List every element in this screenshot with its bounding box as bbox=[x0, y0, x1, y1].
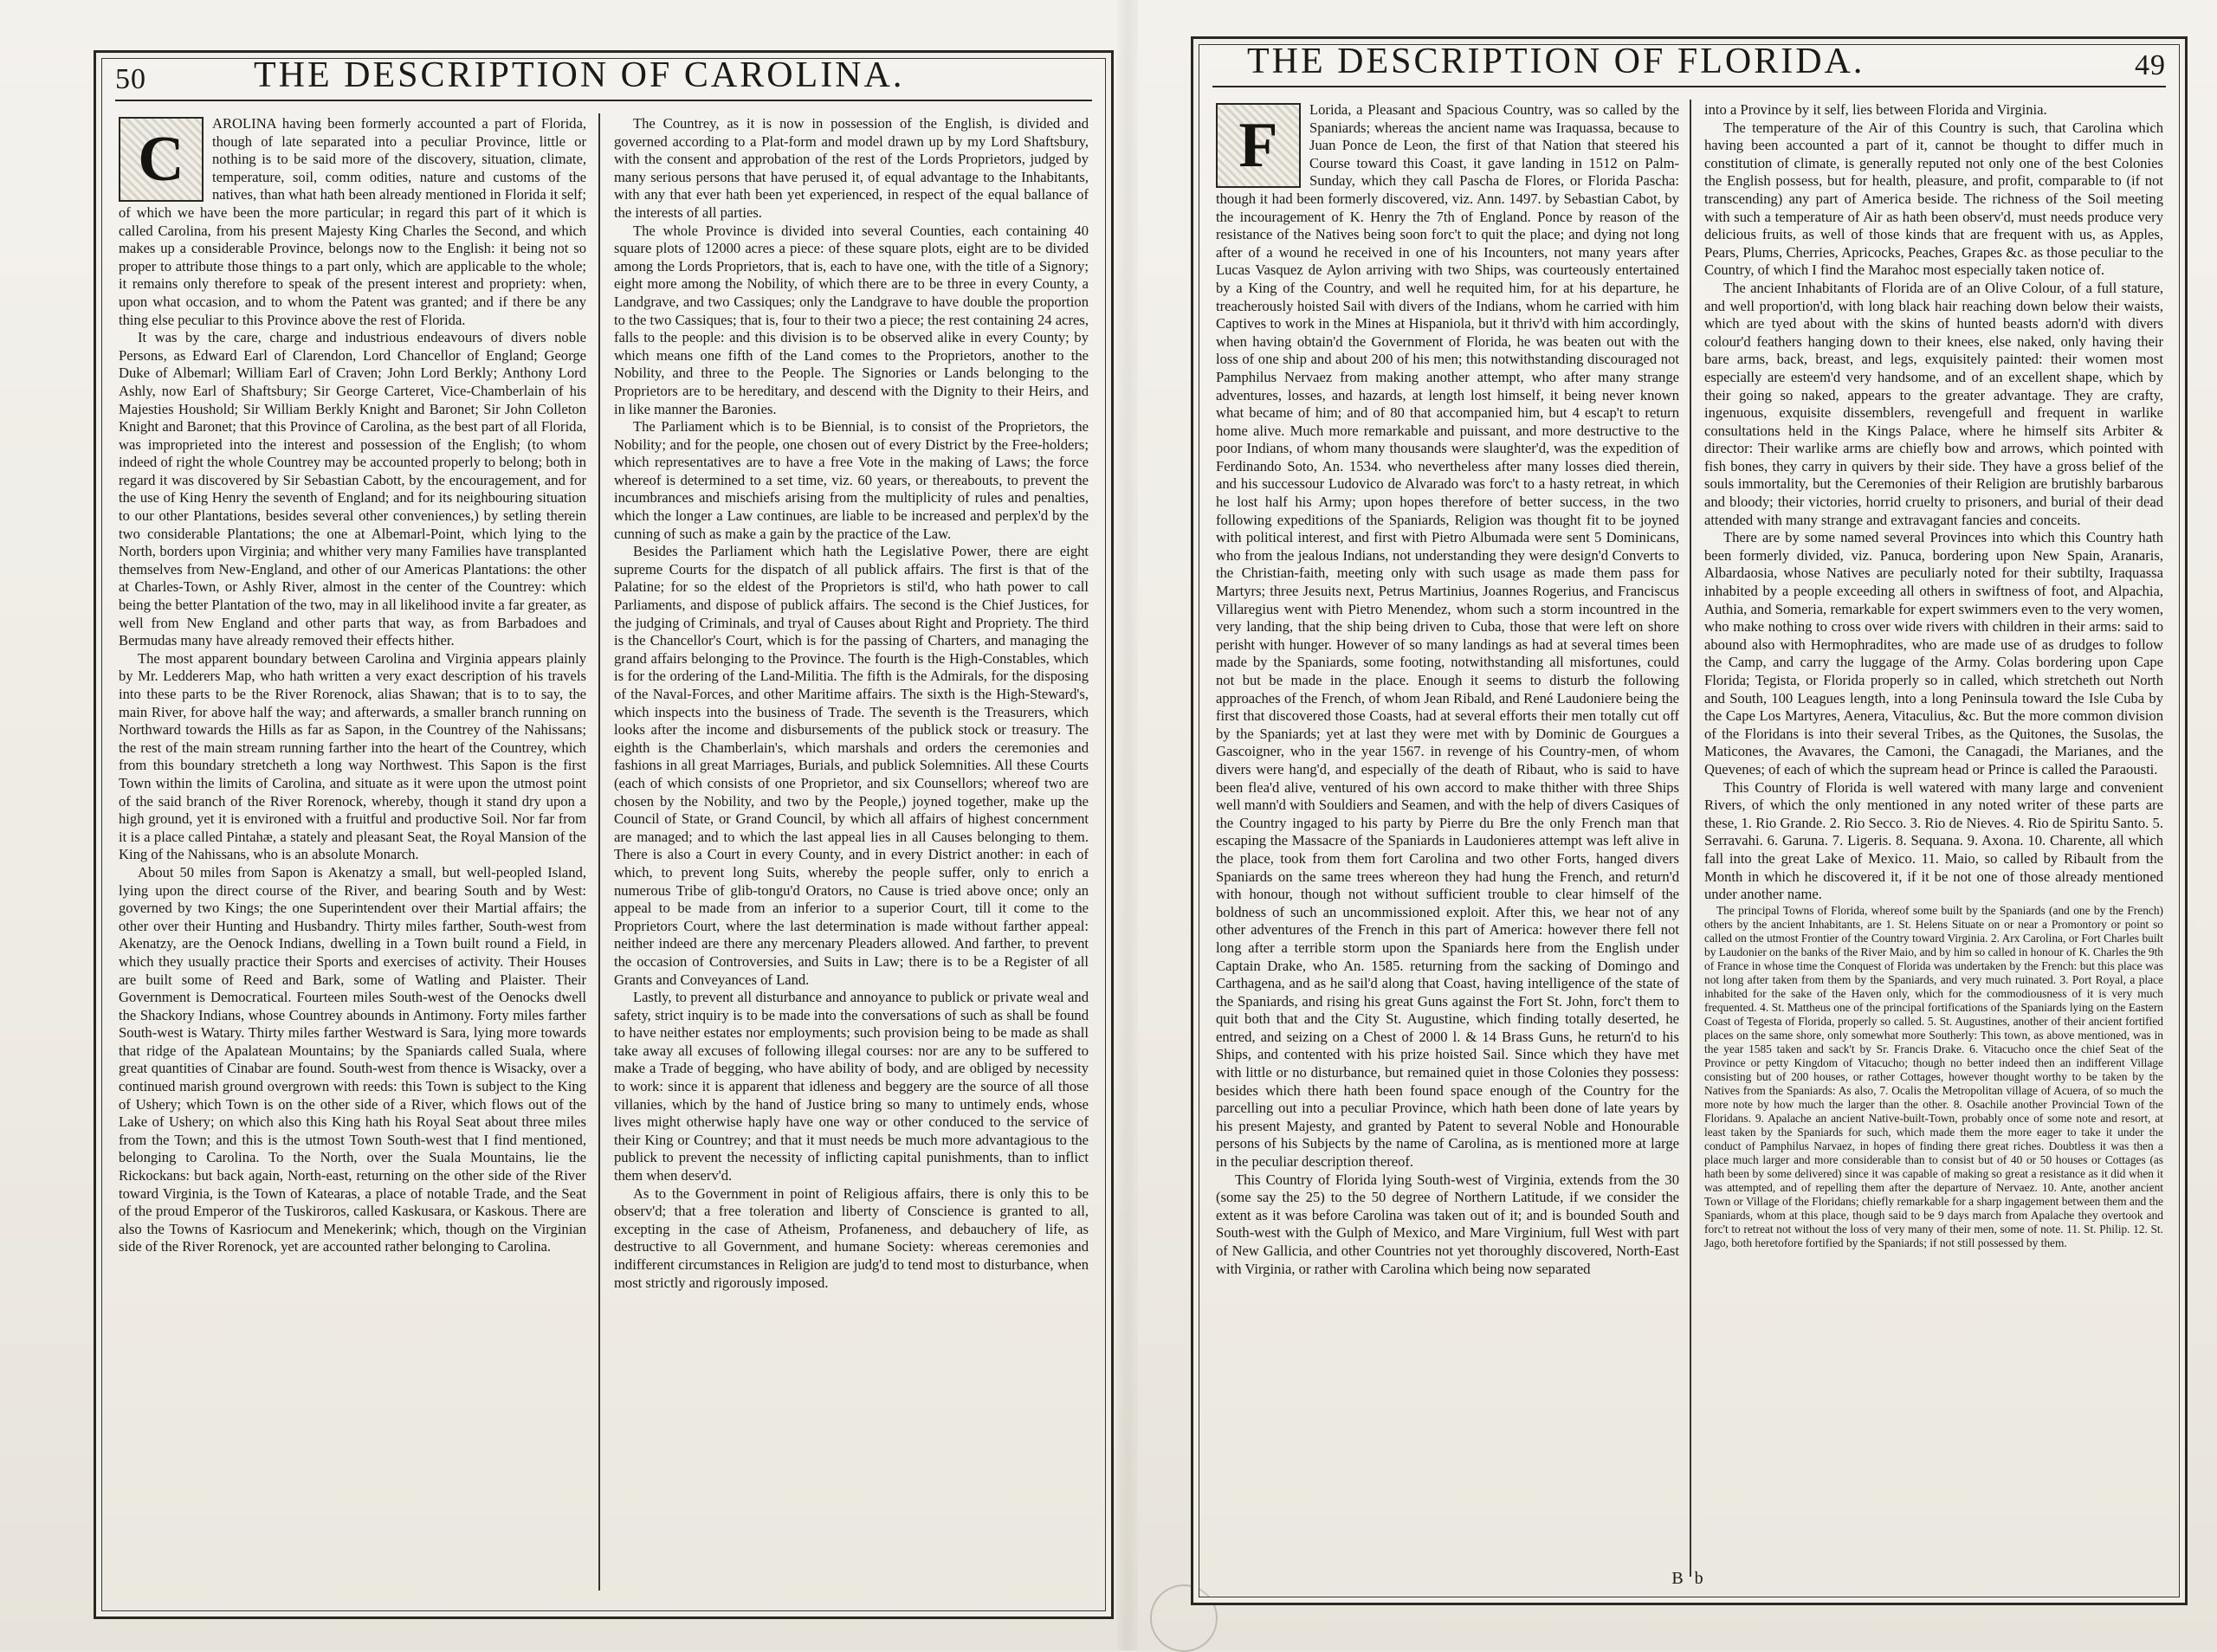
paragraph: The whole Province is divided into several Counties, each containing 40 square plots of 12000 acres a piece: of these square plots, eight are to be divided among the Lords Proprietors, that is, each to have one, with the title of a Signory; eight more among the Nobility, of which there are to be three in every County, a Landgrave, and two Cassiques; only the Landgrave to have double the proportion to the two Cassiques; that is, four to their two a piece; the rest containing 24 acres, falls to the people: and this division is to be observed alike in every County; by which means one fifth of the Land comes to the Proprietors, another to the Nobility, and three to the People. The Signories or Lands belonging to the Proprietors are to be hereditary, and descend with the Dignity to their Heirs, and in like manner the Baronies. bbox=[614, 222, 1089, 417]
paragraph: The most apparent boundary between Carolina and Virginia appears plainly by Mr. Ledderers Map, who hath written a very exact description of his travels into these parts to be the River Rorenock, alias Shawan; that is to to say, the main River, for above half the way; and afterwards, a smaller branch running on Northward towards the Hills as far as Sapon, in the Countrey of the Nahissans; the rest of the main stream running farther into the heart of the Countrey, which from this boundary stretcheth a long way Northwest. This Sapon is the first Town within the limits of Carolina, and situate as it were upon the utmost point of the said branch of the River Rorenock, whereby, though it stand dry upon a high ground, yet it is environed with a fruitful and productive Soil. Nor far from it is a place called Pintahæ, a stately and pleasant Seat, the Royal Mansion of the King of the Nahissans, who is an absolute Monarch. bbox=[119, 649, 586, 863]
column-divider bbox=[1690, 100, 1691, 1577]
paragraph: It was by the care, charge and industrious endeavours of divers noble Persons, as Edward Earl of Clarendon, Lord Chancellor of England; George Duke of Albemarl; William Earl of Craven; John Lord Berkly; Anthony Lord Ashly, now Earl of Shaftsbury; Sir George Carteret, Vice-Chamberlain of his Majesties Houshold; Sir William Berkly Knight and Baronet; Sir John Colleton Knight and Baronet; that this Province of Carolina, as the best part of all Florida, was improprieted into the interest and possession of the English; (to whom indeed of right the whole Countrey may be accounted properly to belong; both in regard it was discovered by Sir Sebastian Cabott, by the encouragement, and for the use of King Henry the seventh of England; and for its neighbouring situation to our other Plantations, besides several other conveniences,) by setling therein two considerable Plantations; the one at Albemarl-Point, which lying to the North, borders upon Virginia; and whither very many Families have transplanted themselves from New-England, and other of our Americas Plantations: the other at Charles-Town, or Ashly River, almost in the center of the Countrey: which being the better Plantation of the two, may in all likelihood invite a far greater, as well from New England and other parts that way, as from Barbadoes and Bermudas many have already removed their effects hither. bbox=[119, 329, 586, 649]
running-head-left bbox=[115, 55, 1092, 101]
page-number: 49 bbox=[2135, 49, 2166, 81]
signature-mark: B b bbox=[1671, 1569, 1707, 1588]
dropcap-initial: C bbox=[119, 117, 204, 202]
page-title: THE DESCRIPTION OF FLORIDA. bbox=[1247, 42, 1865, 81]
text-column-1 bbox=[119, 115, 586, 1573]
dropcap-initial: F bbox=[1216, 103, 1301, 188]
page-title: THE DESCRIPTION OF CAROLINA. bbox=[254, 55, 905, 95]
page-carolina bbox=[94, 50, 1114, 1619]
paragraph: The temperature of the Air of this Country is such, that Carolina which having been accounted a part of it, cannot be thought to differ much in constitution of climate, is generally reputed not only one of the best Colonies the English possess, but for health, pleasure, and profit, comparable to (if not transcending) any part of America beside. The richness of the Soil meeting with such a temperature of Air as hath been observ'd, must needs produce very delicious fruits, as well of those kinds that are frequent with us, as Apples, Pears, Plums, Cherries, Apricocks, Peaches, Grapes &c. as those peculiar to the Country, of which I find the Marahoc most especially taken notice of. bbox=[1704, 119, 2163, 279]
book-gutter bbox=[1117, 0, 1138, 1650]
paragraph: This Country of Florida is well watered with many large and convenient Rivers, of which the only mentioned in any noted writer of these parts are these, 1. Rio Grande. 2. Rio Secco. 3. Rio de Nieves. 4. Rio de Spiritu Santo. 5. Serravahi. 6. Garuna. 7. Ligeris. 8. Sequana. 9. Axona. 10. Charente, all which fall into the great Lake of Mexico. 11. Maio, so called by Ribault from the Month in which he discovered it, if it be not one of those already mentioned under another name. bbox=[1704, 778, 2163, 903]
text-column-1 bbox=[1216, 101, 1679, 1559]
towns-note bbox=[1704, 904, 2163, 1250]
paragraph: The ancient Inhabitants of Florida are of an Olive Colour, of a full stature, and well proportion'd, with long black hair reaching down below their waists, which are tyed about with the skins of hunted beasts adorn'd with divers colour'd feathers hanging down to their knees, else naked, only having their bare arms, back, breast, and legs, exquisitely painted: their women most especially are esteem'd very handsome, and of an excellent shape, which by their going so naked, appears to the greater advantage. They are crafty, ingenuous, exquisite dissemblers, revengefull and frequent in warlike consultations held in the Kings Palace, where he himself sits Arbiter & director: Their warlike arms are chiefly bow and arrows, which pointed with fish bones, they carry in quivers by their side. They have a gross belief of the souls immortality, but the Ceremonies of their Religion are brutishly barbarous and bloody; their victories, horrid cruelty to prisoners, and burial of their dead attended with many strange and extravagant fancies and conceits. bbox=[1704, 279, 2163, 528]
running-head-right bbox=[1212, 42, 2166, 87]
paragraph: into a Province by it self, lies between Florida and Virginia. bbox=[1704, 101, 2047, 118]
page-florida bbox=[1191, 36, 2188, 1605]
page-number: 50 bbox=[115, 63, 146, 95]
paragraph: F Lorida, a Pleasant and Spacious Country, was so called by the Spaniards; whereas the ancient name was Iraquassa, because to Juan Ponce de Leon, the first of that Nation that steered his Course toward this Coast, it gave landing in 1512 on Palm-Sunday, which they call Pascha de Flores, or Florida Pascha: though it had been formerly discovered, viz. Ann. 1497. by Sebastian Cabot, by the incouragement of K. Henry the 7th of England. Ponce by reason of the resistance of the Natives being soon forc't to quit the place; and dying not long after of a wound he received in one of his Incounters, not many years after Lucas Vasquez de Aylon arriving with two Ships, was courteously entertained by a King of the Country, and well he requited him, for at his departure, he treacherously hoisted Sail with divers of the Indians, whom he carried with him Captives to work in the Mines at Hispaniola, but it thriv'd with him accordingly, when having obtain'd the Government of Florida, he was beaten out with the loss of one ship and about 200 of his men; this notwithstanding discouraged not Pamphilus Nervaez from making another attempt, who after many strange adventures, losses, and hazards, at length lost himself, it being never known what became of him; and of 80 that accompanied him, but 4 escap't to return home alive. Much more remarkable and puissant, and more destructive to the poor Indians, of whom many thousands were slaughter'd, was the expedition of Ferdinando Soto, An. 1534. who nevertheless after many losses died therein, and his successour Ludovico de Alvarado was forc't to a hasty retreat, in which he lost half his Army; upon hopes therefore of better success, in the two following expeditions of the Spaniards, Religion was thought fit to be joyned with political interest, and first with Pietro Albumada were sent 5 Dominicans, who from the jealous Indians, not understanding they were design'd Converts to the Christian-faith, meeting only with such usage as made them pass for Martyrs; three Jesuits next, Petrus Martinius, Joannes Rogerius, and Franciscus Villaregius went with Pietro Menendez, whom such a storm incountred in the very landing, that the ship being driven to Cuba, those that were left on shore perisht with hunger. However of so many landings as had at several times been made by the Spaniards, some footing, notwithstanding all misfortunes, could not but be made in the place. Enough it seems to disturb the following approaches of the French, of whom Jean Ribald, and René Laudoniere being the first that discovered those Coasts, had at several efforts their men totally cut off by the Spaniards; yet at last they were met with by Dominic de Gourgues a Gascoigner, who in the year 1567. in revenge of his Country-men, of whom divers were hang'd, and especially of the death of Ribaut, who is said to have been flea'd alive, ventured of his own accord to make thither with three Ships well mann'd with Souldiers and Seamen, and with the help of divers Casiques of the Country ingaged to his party by Pierre du Bre the only French man that escaping the Massacre of the Spaniards in Laudonieres attempt was left alive in the place, took from them fort Carolina and two other Forts, hanged divers Spaniards on the same trees whereon they had hung the French, and return'd with honour, though not without sufficient trouble to clear himself of the boldness of such an uncommissioned exploit. After this, we hear not of any other adventures of the French in this part of America: however there fell not long after a terrible storm upon the Spaniards here from the English under Captain Drake, who An. 1585. returning from the sacking of Domingo and Carthagena, and as he sail'd along that Coast, having intelligence of the state of the Spaniards, and rising his great Guns against the Fort St. John, forc't them to quit both that and the City St. Augustine, which finding totally deserted, he entred, and seizing on a Chest of 2000 l. & 14 Brass Guns, he return'd to his Ships, and contented with his prize hoisted Sail. Since which they have met with little or no disturbance, but remained quiet in those Colonies they possess: besides which there hath been found space enough of the Country for the parcelling out into a peculiar Province, which hath been done of late years by his present Majesty, and granted by Patent to several Noble and Honourable persons of his Subjects by the name of Carolina, as is mentioned more at large in the peculiar description thereof. bbox=[1216, 101, 1679, 1171]
paragraph: C AROLINA having been formerly accounted a part of Florida, though of late separated into a peculiar Province, little or nothing is to be said more of the discovery, situation, climate, temperature, soil, comm odities, nature and customs of the natives, than what hath been already mentioned in Florida it self; of which we have been the more particular; in regard this part of it which is called Carolina, from his present Majesty King Charles the Second, and which makes up a considerable Province, belongs now to the English: it being not so proper to attribute those things to a part only, which are applicable to the whole; it remains only therefore to speak of the present interest and propriety: when, upon what occasion, and to whom the Patent was granted; and if there be any thing else peculiar to this Province above the rest of Florida. bbox=[119, 115, 586, 328]
text-column-2 bbox=[1704, 101, 2163, 1559]
paragraph: This Country of Florida lying South-west of Virginia, extends from the 30 (some say the 25) to the 50 degree of Northern Latitude, if we consider the extent as it was before Carolina was taken out of it; and is bounded South and South-west with the Gulph of Mexico, and Mare Virginium, full West with part of New Gallicia, and other Countries not yet thoroughly discovered, North-East with Virginia, or rather with Carolina which being now separated bbox=[1216, 1171, 1679, 1277]
column-divider bbox=[598, 113, 600, 1591]
text-column-2 bbox=[614, 115, 1089, 1573]
paragraph: Besides the Parliament which hath the Legislative Power, there are eight supreme Courts for the dispatch of all publick affairs. The first is that of the Palatine; for so the eldest of the Proprietors is stil'd, who hath power to call Parliaments, and dispose of publick affairs. The second is the Chief Justices, for the judging of Criminals, and tryal of Causes about Right and Propriety. The third is the Chancellor's Court, which is for the passing of Charters, and managing the grand affairs belonging to the Province. The fourth is the High-Constables, which is for the ordering of the Land-Militia. The fifth is the Admirals, for the disposing of the Naval-Forces, and other Maritime affairs. The sixth is the High-Steward's, which inspects into the business of Trade. The seventh is the Treasurers, which looks after the income and disbursements of the publick stock or treasury. The eighth is the Chamberlain's, which marshals and orders the ceremonies and fashions in all great Marriages, Burials, and publick Solemnities. All these Courts (each of which consists of one Proprietor, and six Counsellors; whereof two are chosen by the Nobility, and two by the People,) joyned together, make up the Council of State, or Grand Council, by which all affairs of highest concernment are managed; and to which the last appeal lies in all Causes belonging to them. There is also a Court in every County, and in every District another: in each of which, to prevent long Suits, whereby the people suffer, only to enrich a numerous Tribe of glib-tongu'd Orators, no Cause is tried above once; only an appeal to be made from an inferior to a superior Court, till it come to the Proprietors Court, where the last determination is made without farther appeal: neither indeed are there any mercenary Pleaders allowed. And farther, to prevent the occasion of Controversies, and Suits in Law; there is to be a Register of all Grants and Conveyances of Land. bbox=[614, 543, 1089, 988]
paragraph: As to the Government in point of Religious affairs, there is only this to be observ'd; that a free toleration and liberty of Conscience is granted to all, excepting in the case of Atheism, Profaneness, and debauchery of life, as destructive to all Government, and humane Society: whereas ceremonies and indifferent circumstances in Religion are judg'd to tend most to disturbance, when most strictly and rigorously imposed. bbox=[614, 1184, 1089, 1291]
paragraph: The Countrey, as it is now in possession of the English, is divided and governed according to a Plat-form and model drawn up by my Lord Shaftsbury, with the consent and approbation of the rest of the Lords Proprietors, judged by many serious persons that have perused it, of equal advantage to the Inhabitants, with any that ever hath been yet experienced, in respect of the equal ballance of the interests of all parties. bbox=[614, 115, 1089, 221]
paragraph: About 50 miles from Sapon is Akenatzy a small, but well-peopled Island, lying upon the direct course of the River, and bearing South and by West: governed by two Kings; the one Superintendent over their Martial affairs; the other over their Hunting and Husbandry. Thirty miles farther, South-west from Akenatzy, are the Oenock Indians, dwelling in a Town built round a Field, in which they usually practice their Sports and exercises of activity. Their Houses are built some of Reed and Bark, some of Watling and Plaister. Their Government is Democratical. Fourteen miles South-west of the Oenocks dwell the Shackory Indians, whose Countrey abounds in Antimony. Forty miles farther South-west is Watary. Thirty miles farther Westward is Sara, lying more towards that ridge of the Apalatean Mountains; by the Spaniards called Suala, where great quantities of Cinabar are found. South-west from thence is Wisacky, over a continued marish ground overgrown with reeds: this Town is subject to the King of Ushery; which Town is on the other side of a River, which flows out of the Lake of Ushery; on which also this King hath his Royal Seat about three miles from the Town; and this is the utmost Town South-west that I find mentioned, belonging to Carolina. To the North, over the Suala Mountains, lie the Rickockans: but back again, North-east, returning on the other side of the River toward Virginia, is the Town of Katearas, a place of notable Trade, and the Seat of the proud Emperor of the Tuskiroros, called Kaskusara, or Kaskous. There are also the Towns of Kasriocum and Menekerink; which, though on the Virginian side of the River Rorenock, yet are accounted rather belonging to Carolina. bbox=[119, 863, 586, 1255]
paragraph: The Parliament which is to be Biennial, is to consist of the Proprietors, the Nobility; and for the people, one chosen out of every District by the Free-holders; which representatives are to have a free Vote in the making of Laws; the force whereof is determined to a set time, viz. 60 years, or thereabouts, to prevent the incumbrances and mischiefs arising from the multiplicity of rules and penalties, which the longer a Law continues, are liable to be increased and perplex'd by the cunning of such as make a gain by the practice of the Law. bbox=[614, 418, 1089, 542]
paragraph: Lastly, to prevent all disturbance and annoyance to publick or private weal and safety, strict inquiry is to be made into the conversations of such as shall be found to have neither estates nor employments; such provision being to be made as shall take away all excuses of following illegal courses: nor are any to be suffered to make a Trade of begging, who have ability of body, and are obliged by necessity to work: since it is apparent that idleness and beggery are the source of all those villanies, which by the hand of Justice bring so many to untimely ends, whose lives might otherwise haply have one way or other conduced to the service of their King or Countrey; and that it must needs be much more advantagious to the publick to prevent the necessity of inflicting capital punishments, than to inflict them when deserv'd. bbox=[614, 989, 1089, 1184]
paragraph: The principal Towns of Florida, whereof some built by the Spaniards (and one by the French) others by the ancient Inhabitants, are 1. St. Helens Situate on or near a Promontory or point so called on the utmost Frontier of the Country toward Virginia. 2. Arx Carolina, or Fort Charles built by Laudonier on the banks of the River Maio, and by him so called in honour of K. Charles the 9th of France in whose time the Conquest of Florida was undertaken by the French: but this place was not long after taken from them by the Spaniards, and very much ruinated. 3. Port Royal, a place inhabited for the sake of the Haven only, which for the commodiousness of it is very much frequented. 4. St. Mattheus one of the principal fortifications of the Spaniards lying on the Eastern Coast of Tegesta of Florida, properly so called. 5. St. Augustines, another of their ancient fortified places on the same shore, only somewhat more Southerly: This town, as above mentioned, was in the year 1585 taken and sack't by Sr. Francis Drake. 6. Vitacucho once the chief Seat of the Province or petty Kingdom of Vitacucho; though no better indeed then an indifferent Village consisting but of 200 houses, or rather Cottages, however thought worthy to be taken by the Natives from the Spaniards: As also, 7. Ocalis the Metropolitan village of Acuera, of so much the more note by how much the larger than the other. 8. Osachile another Provincial Town of the Floridans. 9. Apalache an ancient Native-built-Town, probably once of some note and resort, at least taken by the Spaniards for such, which made them the more eager to take it under the conduct of Pamphilus Narvaez, in hopes of finding there great riches. Doubtless it was then a place much larger and more considerable than to consist but of 40 or 50 houses or Cottages (as hath been by some delivered) since it was capable of making so great a resistance as it did when it was attempted, and of repelling them after the departure of Nervaez. 10. Ante, another ancient Town or Village of the Floridans; chiefly remarkable for a sharp ingagement between them and the Spaniards, whom at this place, though said to be 9 days march from Apalache they overtook and forc't to retreat not without the loss of very many of their men, some of note. 11. St. Philip. 12. St. Jago, both heretofore fortified by the Spaniards; if not still possessed by them. bbox=[1704, 903, 2163, 1249]
paragraph: There are by some named several Provinces into which this Country hath been formerly divided, viz. Panuca, bordering upon New Spain, Aranaris, Albardaosia, whose Natives are peculiarly noted for their subtilty, Iraquassa inhabited by a people exceeding all others in swiftness of foot, and Alpachia, Authia, and Someria, remarkable for expert swimmers even to the very women, who make nothing to cross over wide rivers with children in their arms: said to abound also with Hermophradites, who are made use of as drudges to follow the Camp, and carry the luggage of the Army. Colas bordering upon Cape Florida; Tegista, or Florida properly so in called, which stretcheth out North and South, 100 Leagues length, into a long Peninsula toward the Isle Cuba by the Cape Los Martyres, Aenera, Vitaculius, &c. But the more common division of the Floridans is into their several Tribes, as the Quitones, the Susolas, the Maticones, the Avavares, the Camoni, the Canagadi, the Marianes, and the Quevenes; of each of which the supream head or Prince is called the Paraousti. bbox=[1704, 529, 2163, 778]
